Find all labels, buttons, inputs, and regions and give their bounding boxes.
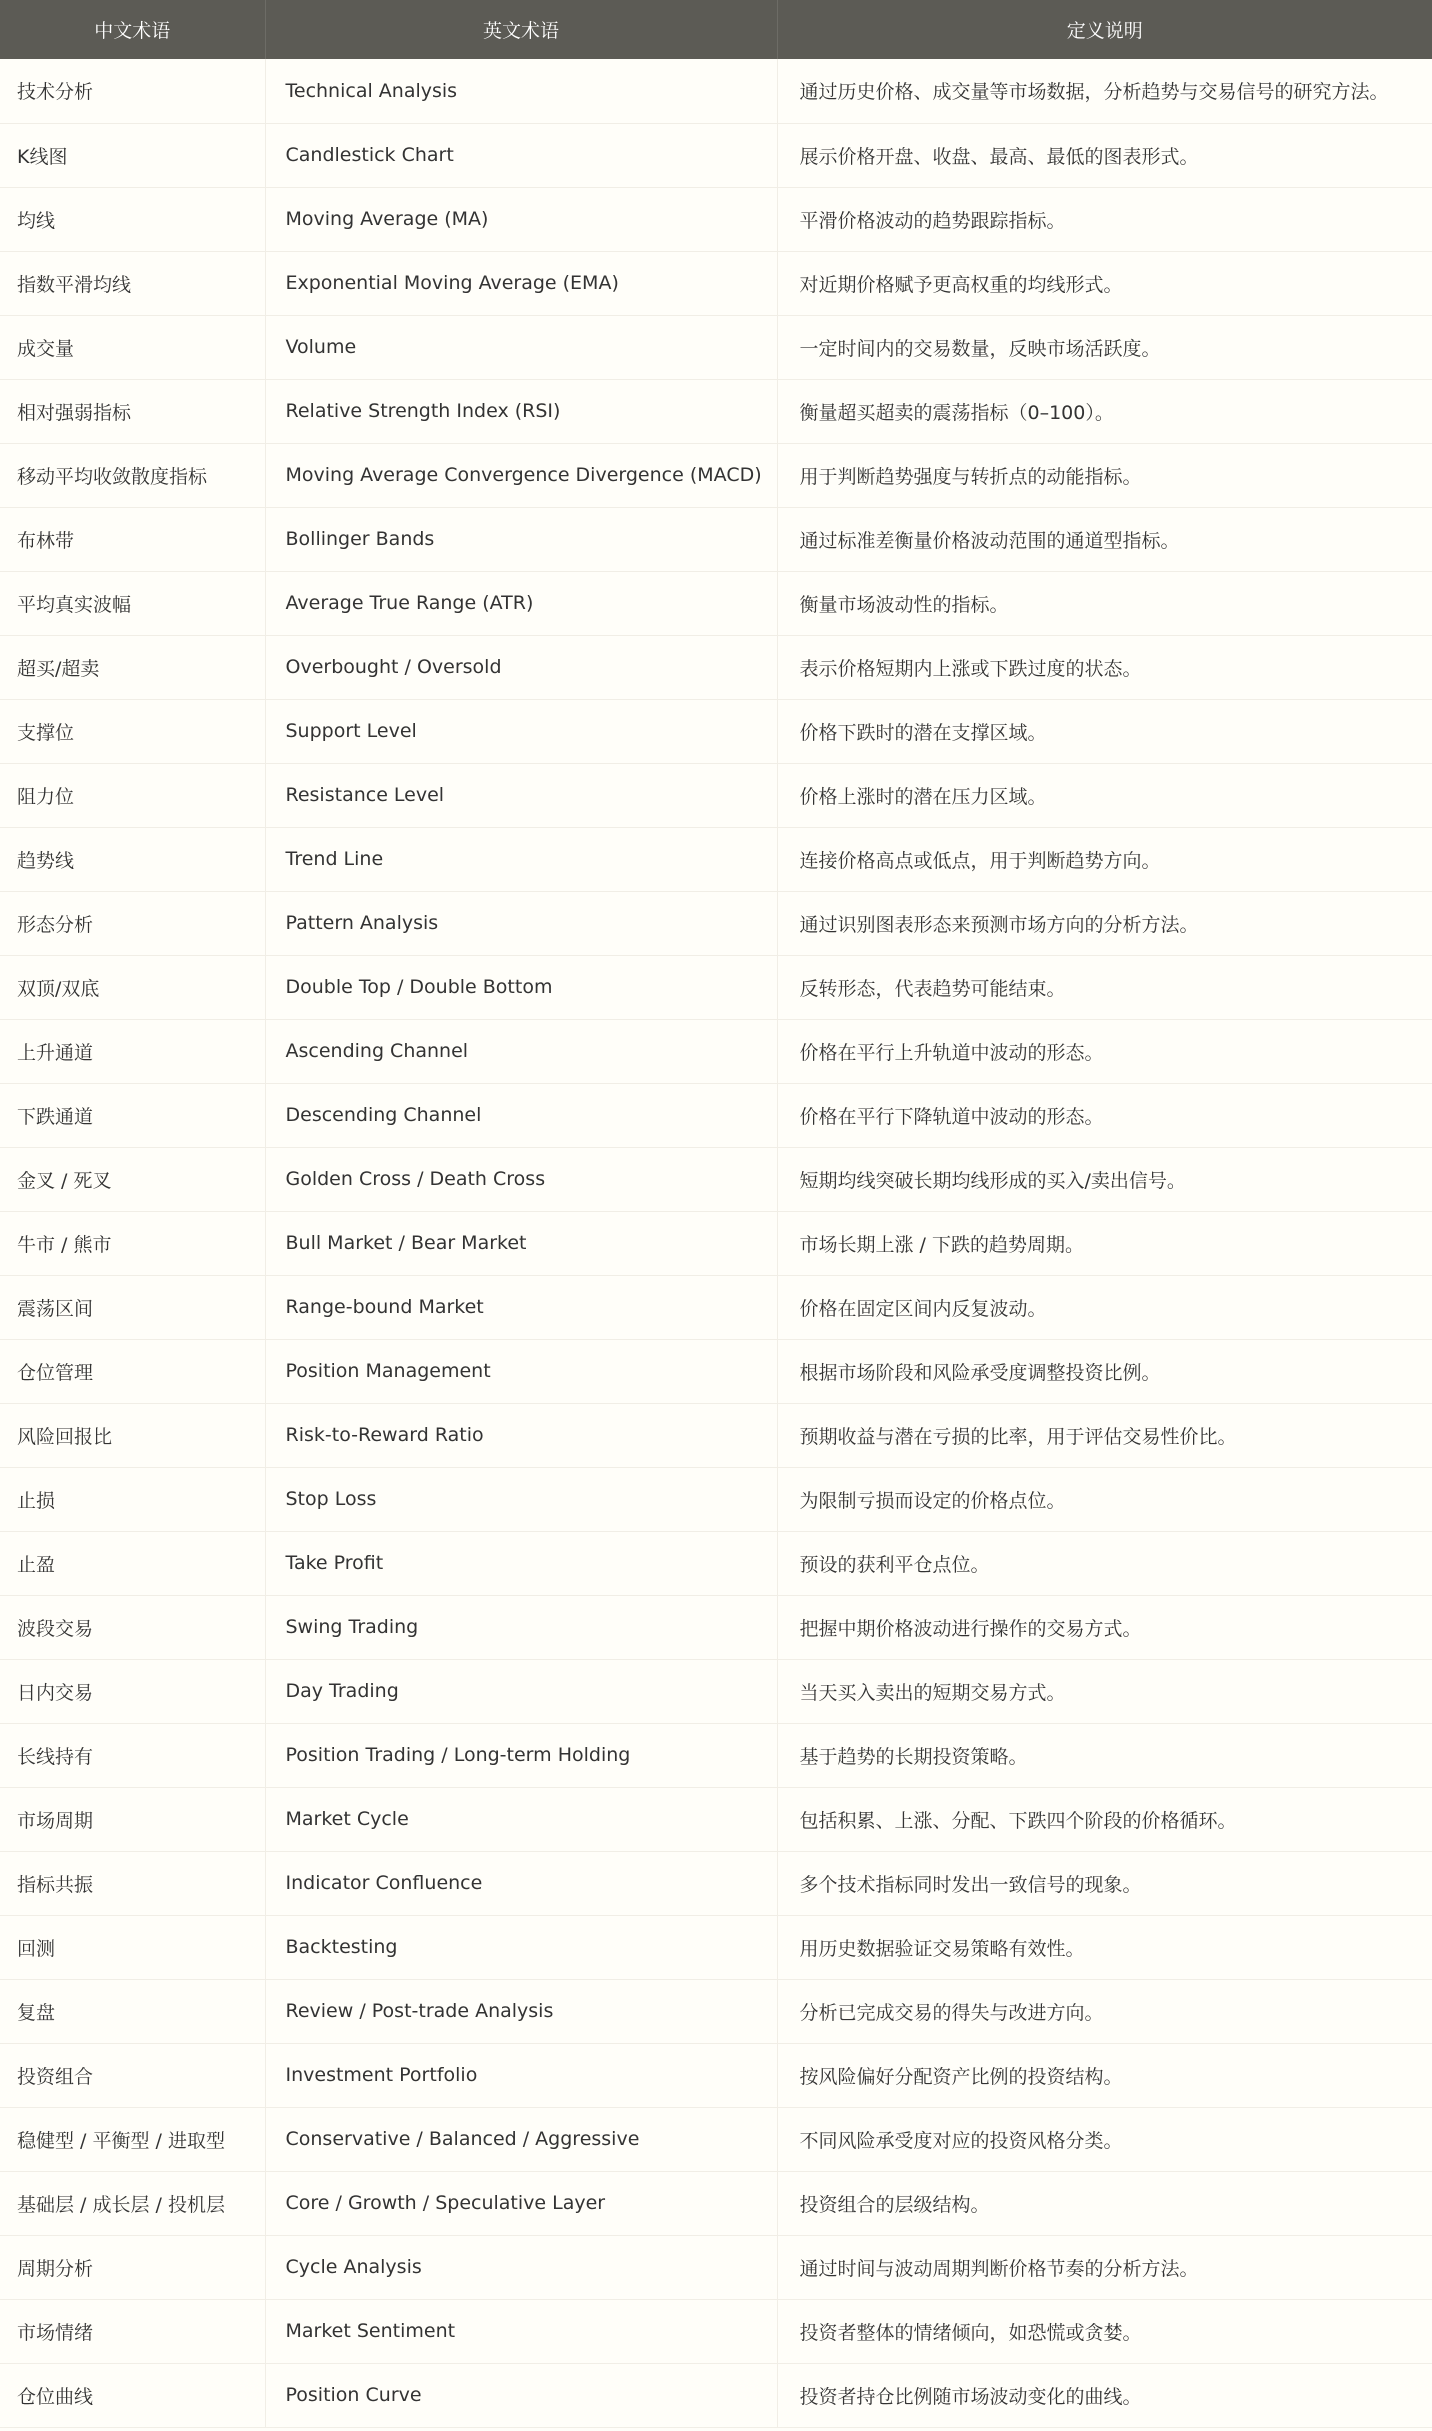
definition-cell: 价格在平行上升轨道中波动的形态。 (777, 1019, 1432, 1083)
english-term-cell: Overbought / Oversold (265, 635, 777, 699)
table-row (0, 1915, 1432, 1979)
definition-cell: 不同风险承受度对应的投资风格分类。 (777, 2107, 1432, 2171)
definition-cell: 对近期价格赋予更高权重的均线形式。 (777, 251, 1432, 315)
english-term-cell: Position Curve (265, 2363, 777, 2427)
english-term-cell: Resistance Level (265, 763, 777, 827)
chinese-term-cell: 下跌通道 (0, 1083, 265, 1147)
table-row (0, 1147, 1432, 1211)
table-row (0, 1275, 1432, 1339)
english-term-cell: Support Level (265, 699, 777, 763)
english-term-cell: Bollinger Bands (265, 507, 777, 571)
english-term-cell: Bull Market / Bear Market (265, 1211, 777, 1275)
chinese-term-cell: 复盘 (0, 1979, 265, 2043)
english-term-cell: Candlestick Chart (265, 123, 777, 187)
chinese-term-cell: 移动平均收敛散度指标 (0, 443, 265, 507)
english-term-cell: Technical Analysis (265, 59, 777, 123)
english-term-cell: Day Trading (265, 1659, 777, 1723)
english-term-cell: Ascending Channel (265, 1019, 777, 1083)
table-row (0, 2363, 1432, 2427)
english-term-cell: Exponential Moving Average (EMA) (265, 251, 777, 315)
table-row (0, 891, 1432, 955)
english-term-cell: Pattern Analysis (265, 891, 777, 955)
english-term-cell: Average True Range (ATR) (265, 571, 777, 635)
table-row (0, 443, 1432, 507)
definition-cell: 通过时间与波动周期判断价格节奏的分析方法。 (777, 2235, 1432, 2299)
definition-cell: 预设的获利平仓点位。 (777, 1531, 1432, 1595)
chinese-term-cell: 回测 (0, 1915, 265, 1979)
table-row (0, 507, 1432, 571)
definition-cell: 用历史数据验证交易策略有效性。 (777, 1915, 1432, 1979)
definition-cell: 价格在固定区间内反复波动。 (777, 1275, 1432, 1339)
table-row (0, 2043, 1432, 2107)
definition-cell: 投资者整体的情绪倾向，如恐慌或贪婪。 (777, 2299, 1432, 2363)
definition-cell: 投资者持仓比例随市场波动变化的曲线。 (777, 2363, 1432, 2427)
table-row (0, 2299, 1432, 2363)
definition-cell: 短期均线突破长期均线形成的买入/卖出信号。 (777, 1147, 1432, 1211)
chinese-term-cell: 布林带 (0, 507, 265, 571)
definition-cell: 通过识别图表形态来预测市场方向的分析方法。 (777, 891, 1432, 955)
english-term-cell: Swing Trading (265, 1595, 777, 1659)
chinese-term-cell: 支撑位 (0, 699, 265, 763)
english-term-cell: Indicator Confluence (265, 1851, 777, 1915)
table-row (0, 1467, 1432, 1531)
table-row (0, 59, 1432, 123)
english-term-cell: Descending Channel (265, 1083, 777, 1147)
chinese-term-cell: 成交量 (0, 315, 265, 379)
chinese-term-cell: 市场周期 (0, 1787, 265, 1851)
table-row (0, 1083, 1432, 1147)
english-term-cell: Position Trading / Long-term Holding (265, 1723, 777, 1787)
header-chinese-term: 中文术语 (0, 0, 265, 59)
definition-cell: 展示价格开盘、收盘、最高、最低的图表形式。 (777, 123, 1432, 187)
chinese-term-cell: 超买/超卖 (0, 635, 265, 699)
definition-cell: 当天买入卖出的短期交易方式。 (777, 1659, 1432, 1723)
chinese-term-cell: 震荡区间 (0, 1275, 265, 1339)
definition-cell: 包括积累、上涨、分配、下跌四个阶段的价格循环。 (777, 1787, 1432, 1851)
english-term-cell: Market Sentiment (265, 2299, 777, 2363)
definition-cell: 根据市场阶段和风险承受度调整投资比例。 (777, 1339, 1432, 1403)
definition-cell: 价格下跌时的潜在支撑区域。 (777, 699, 1432, 763)
table-row (0, 1211, 1432, 1275)
table-row (0, 1339, 1432, 1403)
chinese-term-cell: 风险回报比 (0, 1403, 265, 1467)
table-row (0, 763, 1432, 827)
chinese-term-cell: 指标共振 (0, 1851, 265, 1915)
definition-cell: 通过标准差衡量价格波动范围的通道型指标。 (777, 507, 1432, 571)
chinese-term-cell: 止损 (0, 1467, 265, 1531)
chinese-term-cell: 上升通道 (0, 1019, 265, 1083)
chinese-term-cell: 止盈 (0, 1531, 265, 1595)
definition-cell: 一定时间内的交易数量，反映市场活跃度。 (777, 315, 1432, 379)
chinese-term-cell: 长线持有 (0, 1723, 265, 1787)
english-term-cell: Golden Cross / Death Cross (265, 1147, 777, 1211)
definition-cell: 连接价格高点或低点，用于判断趋势方向。 (777, 827, 1432, 891)
chinese-term-cell: 投资组合 (0, 2043, 265, 2107)
english-term-cell: Market Cycle (265, 1787, 777, 1851)
definition-cell: 把握中期价格波动进行操作的交易方式。 (777, 1595, 1432, 1659)
english-term-cell: Range-bound Market (265, 1275, 777, 1339)
table-row (0, 315, 1432, 379)
english-term-cell: Double Top / Double Bottom (265, 955, 777, 1019)
chinese-term-cell: 市场情绪 (0, 2299, 265, 2363)
definition-cell: 平滑价格波动的趋势跟踪指标。 (777, 187, 1432, 251)
chinese-term-cell: 指数平滑均线 (0, 251, 265, 315)
table-header (0, 0, 1432, 59)
table-row (0, 827, 1432, 891)
chinese-term-cell: 稳健型 / 平衡型 / 进取型 (0, 2107, 265, 2171)
chinese-term-cell: 阻力位 (0, 763, 265, 827)
table-row (0, 1723, 1432, 1787)
table-row (0, 2235, 1432, 2299)
english-term-cell: Stop Loss (265, 1467, 777, 1531)
chinese-term-cell: 仓位曲线 (0, 2363, 265, 2427)
chinese-term-cell: 平均真实波幅 (0, 571, 265, 635)
chinese-term-cell: 技术分析 (0, 59, 265, 123)
english-term-cell: Backtesting (265, 1915, 777, 1979)
definition-cell: 用于判断趋势强度与转折点的动能指标。 (777, 443, 1432, 507)
english-term-cell: Risk-to-Reward Ratio (265, 1403, 777, 1467)
definition-cell: 价格在平行下降轨道中波动的形态。 (777, 1083, 1432, 1147)
english-term-cell: Position Management (265, 1339, 777, 1403)
header-row (0, 0, 1432, 59)
table-row (0, 1019, 1432, 1083)
english-term-cell: Trend Line (265, 827, 777, 891)
table-row (0, 1979, 1432, 2043)
definition-cell: 按风险偏好分配资产比例的投资结构。 (777, 2043, 1432, 2107)
definition-cell: 基于趋势的长期投资策略。 (777, 1723, 1432, 1787)
table-row (0, 379, 1432, 443)
table-row (0, 2171, 1432, 2235)
definition-cell: 通过历史价格、成交量等市场数据，分析趋势与交易信号的研究方法。 (777, 59, 1432, 123)
definition-cell: 衡量超买超卖的震荡指标（0–100）。 (777, 379, 1432, 443)
chinese-term-cell: 周期分析 (0, 2235, 265, 2299)
english-term-cell: Relative Strength Index (RSI) (265, 379, 777, 443)
chinese-term-cell: 双顶/双底 (0, 955, 265, 1019)
table-row (0, 1659, 1432, 1723)
chinese-term-cell: 均线 (0, 187, 265, 251)
definition-cell: 多个技术指标同时发出一致信号的现象。 (777, 1851, 1432, 1915)
english-term-cell: Review / Post-trade Analysis (265, 1979, 777, 2043)
chinese-term-cell: 仓位管理 (0, 1339, 265, 1403)
definition-cell: 投资组合的层级结构。 (777, 2171, 1432, 2235)
english-term-cell: Moving Average Convergence Divergence (MACD) (265, 443, 777, 507)
table-row (0, 251, 1432, 315)
chinese-term-cell: 趋势线 (0, 827, 265, 891)
table-row (0, 571, 1432, 635)
table-row (0, 1595, 1432, 1659)
definition-cell: 衡量市场波动性的指标。 (777, 571, 1432, 635)
english-term-cell: Cycle Analysis (265, 2235, 777, 2299)
chinese-term-cell: 金叉 / 死叉 (0, 1147, 265, 1211)
chinese-term-cell: 日内交易 (0, 1659, 265, 1723)
chinese-term-cell: 形态分析 (0, 891, 265, 955)
table-row (0, 1787, 1432, 1851)
header-definition: 定义说明 (1066, 20, 1143, 42)
definition-cell: 价格上涨时的潜在压力区域。 (777, 763, 1432, 827)
table-row (0, 2107, 1432, 2171)
chinese-term-cell: 基础层 / 成长层 / 投机层 (0, 2171, 265, 2235)
definition-cell: 预期收益与潜在亏损的比率，用于评估交易性价比。 (777, 1403, 1432, 1467)
chinese-term-cell: 牛市 / 熊市 (0, 1211, 265, 1275)
english-term-cell: Core / Growth / Speculative Layer (265, 2171, 777, 2235)
chinese-term-cell: 波段交易 (0, 1595, 265, 1659)
chinese-term-cell: 相对强弱指标 (0, 379, 265, 443)
table-row (0, 1403, 1432, 1467)
table-row (0, 955, 1432, 1019)
table-row (0, 187, 1432, 251)
english-term-cell: Moving Average (MA) (265, 187, 777, 251)
definition-cell: 市场长期上涨 / 下跌的趋势周期。 (777, 1211, 1432, 1275)
table-body (0, 59, 1432, 2427)
english-term-cell: Investment Portfolio (265, 2043, 777, 2107)
definition-cell: 为限制亏损而设定的价格点位。 (777, 1467, 1432, 1531)
chinese-term-cell: K线图 (0, 123, 265, 187)
table-row (0, 1851, 1432, 1915)
table-row (0, 123, 1432, 187)
english-term-cell: Take Profit (265, 1531, 777, 1595)
definition-cell: 分析已完成交易的得失与改进方向。 (777, 1979, 1432, 2043)
english-term-cell: Volume (265, 315, 777, 379)
english-term-cell: Conservative / Balanced / Aggressive (265, 2107, 777, 2171)
definition-cell: 表示价格短期内上涨或下跌过度的状态。 (777, 635, 1432, 699)
table-row (0, 1531, 1432, 1595)
table-row (0, 699, 1432, 763)
header-english-term: 英文术语 (265, 0, 777, 59)
table-row (0, 635, 1432, 699)
definition-cell: 反转形态，代表趋势可能结束。 (777, 955, 1432, 1019)
